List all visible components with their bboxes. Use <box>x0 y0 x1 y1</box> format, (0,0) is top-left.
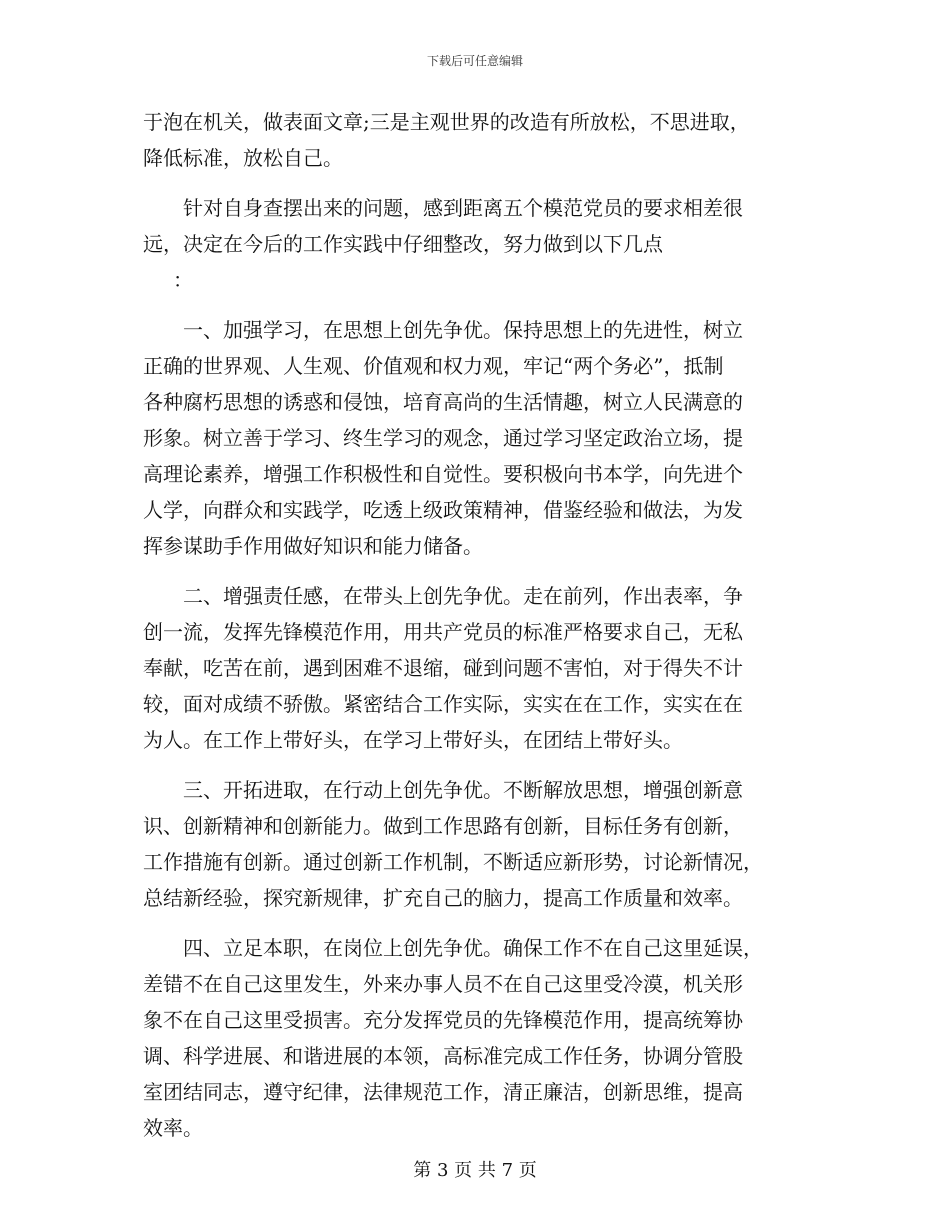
text-line: 奉献，吃苦在前，遇到困难不退缩，碰到问题不害怕，对于得失不计 <box>143 656 743 680</box>
text-line: 创一流，发挥先锋模范作用，用共产党员的标准严格要求自己，无私 <box>143 620 743 644</box>
page-header: 下载后可任意编辑 <box>426 54 523 68</box>
text-line: 降低标准，放松自己。 <box>143 146 343 170</box>
text-line: 各种腐朽思想的诱惑和侵蚀，培育高尚的生活情趣，树立人民满意的 <box>143 390 743 414</box>
document-body <box>143 104 811 1146</box>
text-line: 正确的世界观、人生观、价值观和权力观，牢记“两个务必”，抵制 <box>143 354 724 378</box>
text-line: 人学，向群众和实践学，吃透上级政策精神，借鉴经验和做法，为发 <box>143 498 743 522</box>
text-line: 总结新经验，探究新规律，扩充自己的脑力，提高工作质量和效率。 <box>143 886 743 910</box>
paragraph <box>143 578 811 758</box>
text-line: 针对自身查摆出来的问题，感到距离五个模范党员的要求相差很 <box>183 196 743 220</box>
text-line: 形象。树立善于学习、终生学习的观念，通过学习坚定政治立场，提 <box>143 426 743 450</box>
paragraph <box>143 772 811 916</box>
text-line: 象不在自己这里受损害。充分发挥党员的先锋模范作用，提高统筹协 <box>143 1008 743 1032</box>
text-line: 室团结同志，遵守纪律，法律规范工作，清正廉洁，创新思维，提高 <box>143 1080 743 1104</box>
text-line: 较，面对成绩不骄傲。紧密结合工作实际，实实在在工作，实实在在 <box>143 692 743 716</box>
text-line: 于泡在机关，做表面文章;三是主观世界的改造有所放松，不思进取， <box>143 110 750 134</box>
paragraph <box>143 104 811 176</box>
page-footer: 第 3 页 共 7 页 <box>413 1160 537 1181</box>
text-line: 调、科学进展、和谐进展的本领，高标准完成工作任务，协调分管股 <box>143 1044 743 1068</box>
text-line: 高理论素养，增强工作积极性和自觉性。要积极向书本学，向先进个 <box>143 462 743 486</box>
text-line: 一、加强学习，在思想上创先争优。保持思想上的先进性，树立 <box>183 318 743 342</box>
text-line: 远，决定在今后的工作实践中仔细整改，努力做到以下几点 <box>143 232 663 256</box>
text-line: ： <box>173 268 193 292</box>
text-line: 四、立足本职，在岗位上创先争优。确保工作不在自己这里延误， <box>183 936 763 960</box>
text-line: 挥参谋助手作用做好知识和能力储备。 <box>143 534 483 558</box>
text-line: 工作措施有创新。通过创新工作机制，不断适应新形势，讨论新情况， <box>143 850 763 874</box>
paragraph <box>143 930 811 1146</box>
text-line: 效率。 <box>143 1116 203 1140</box>
text-line: 识、创新精神和创新能力。做到工作思路有创新，目标任务有创新， <box>143 814 743 838</box>
text-line: 为人。在工作上带好头，在学习上带好头，在团结上带好头。 <box>143 728 683 752</box>
text-line: 三、开拓进取，在行动上创先争优。不断解放思想，增强创新意 <box>183 778 743 802</box>
text-line: 差错不在自己这里发生，外来办事人员不在自己这里受冷漠，机关形 <box>143 972 743 996</box>
paragraph <box>143 312 811 564</box>
paragraph <box>143 190 811 298</box>
text-line: 二、增强责任感，在带头上创先争优。走在前列，作出表率，争 <box>183 584 743 608</box>
